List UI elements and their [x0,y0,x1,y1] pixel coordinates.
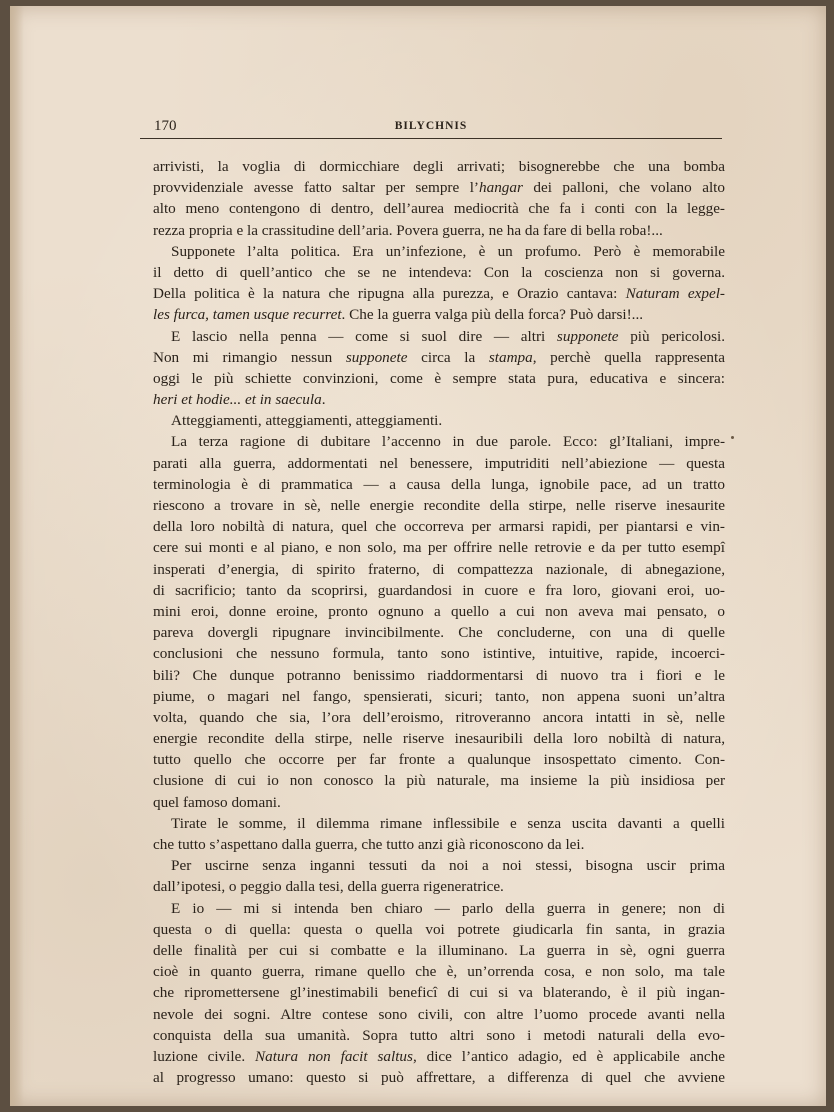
running-title: BILYCHNIS [394,120,468,132]
text-line: bili? Che dunque potranno benissimo riaddormentarsi di nuovo tra i fiori e le [153,666,725,684]
text-line: che tutto s’aspettano dalla guerra, che tutto anzi già riconoscono da lei. [153,836,585,853]
text-line: arrivisti, la voglia di dormicchiare degli arrivati; bisognerebbe che una bomba [153,158,725,175]
text-line: oggi le più schiette convinzioni, come è sempre stata pura, educativa e sincera: [153,369,725,387]
text-line: E io — mi si intenda ben chiaro — parlo della guerra in genere; non di [171,899,725,917]
text-line: cere sui monti e al piano, e non solo, ma per offrire nelle retrovie e da per tutto esempî [153,539,725,557]
text-line: terminologia è di prammatica — a causa della lunga, ignobile pace, ad un tratto [153,475,725,493]
text-line: il detto di quell’antico che se ne intendeva: Con la coscienza non si governa. [153,263,725,281]
text-line: Per uscirne senza inganni tessuti da noi a noi stessi, bisogna uscir prima [171,857,725,875]
text-line: heri et hodie... et in saecula. [153,391,326,409]
text-line: delle finalità per cui si combatte e la illuminano. La guerra in sè, ogni guerra [153,941,725,959]
text-line: cioè in quanto guerra, rimane quello che è, un’orrenda cosa, e non solo, ma tale [153,963,725,981]
text-line: piume, o magari nel fango, spensierati, sicuri; tanto, non appena suoni un’altra [153,687,725,705]
text-line: les furca, tamen usque recurret. Che la guerra valga più della forca? Può darsi!... [153,306,644,324]
body-text [153,156,725,1088]
text-line: insperati d’energia, di spirito fraterno, di compattezza nazionale, di abnegazione, [153,560,725,578]
text-line: pareva dovergli ripugnare invincibilmente. Che concluderne, con una di quelle [153,624,725,642]
text-line: Non mi rimangio nessun supponete circa la stampa, perchè quella rappresenta [153,348,725,366]
text-line: conclusioni che nessuno formula, tanto sono istintive, intuitive, rapide, incoerci- [153,645,725,663]
text-line: Supponete l’alta politica. Era un’infezione, è un profumo. Però è memorabile [171,242,725,260]
text-line: al progresso umano: questo si può affrettare, a differenza di quel che avviene [153,1069,725,1087]
text-line: parati alla guerra, addormentati nel benessere, imputriditi nell’abiezione — questa [153,454,725,472]
text-line: E lascio nella penna — come si suol dire — altri supponete più pericolosi. [171,327,726,345]
page-number: 170 [154,118,177,134]
page-edge-shadow [10,6,24,1106]
text-line: volta, quando che sia, l’ora dell’eroismo, ritroveranno ancora intatti in sè, nelle [153,708,725,726]
text-line: provvidenziale avesse fatto saltar per sempre l’hangar dei palloni, che volano alto [153,179,725,197]
text-line: della loro nobiltà di natura, quel che occorreva per armarsi rapidi, per piantarsi e vin- [153,518,725,536]
page-header [140,116,722,139]
text-line: Della politica è la natura che ripugna alla purezza, e Orazio cantava: Naturam expel- [153,285,725,303]
text-line: rezza propria e la crassitudine dell’aria. Povera guerra, ne ha da fare di bella roba!... [153,221,663,239]
text-line: conquista della sua umanità. Sopra tutto altri sono i metodi naturali della evo- [153,1026,725,1044]
text-line: Atteggiamenti, atteggiamenti, atteggiamenti. [171,412,443,430]
text-line: questa o di quella: questa o quella voi potrete giudicarla fin santa, in grazia [153,920,725,938]
text-line: clusione di cui io non conosco la più naturale, ma insieme la più insidiosa per [153,772,725,790]
text-line: mini eroi, donne eroine, pronto ognuno a quello a cui non aveva mai pensato, o [153,602,725,620]
text-line: energie recondite della stirpe, nelle riserve inesauribili della loro nobiltà di natura, [153,730,725,748]
text-line: La terza ragione di dubitare l’accenno in due parole. Ecco: gl’Italiani, impre- [171,433,725,451]
text-line: dall’ipotesi, o peggio dalla tesi, della guerra rigeneratrice. [153,878,504,896]
text-line: alto meno contengono di dentro, dell’aurea mediocrità che fa i conti con la legge- [153,200,725,218]
text-line: Tirate le somme, il dilemma rimane inflessibile e senza uscita davanti a quelli [171,814,725,832]
text-line: che ripromettersene gl’inestimabili beneficî di cui si va blaterando, è il più ingan- [153,984,725,1002]
text-line: luzione civile. Natura non facit saltus, dice l’antico adagio, ed è applicabile anche [153,1047,726,1065]
text-line: nevole dei sogni. Altre contese sono civili, con altre l’uomo procede avanti nella [153,1005,725,1023]
margin-mark [731,436,734,439]
text-line: quel famoso domani. [153,793,281,811]
text-line: di sacrificio; tanto da scoprirsi, guardandosi in cuore e fra loro, giovani eroi, uo- [153,581,725,599]
text-line: tutto quello che occorre per far fronte a qualunque insospettato cimento. Con- [153,751,725,769]
text-line: riescono a trovare in sè, nelle energie recondite della stirpe, nelle riserve inesaurite [153,497,725,514]
